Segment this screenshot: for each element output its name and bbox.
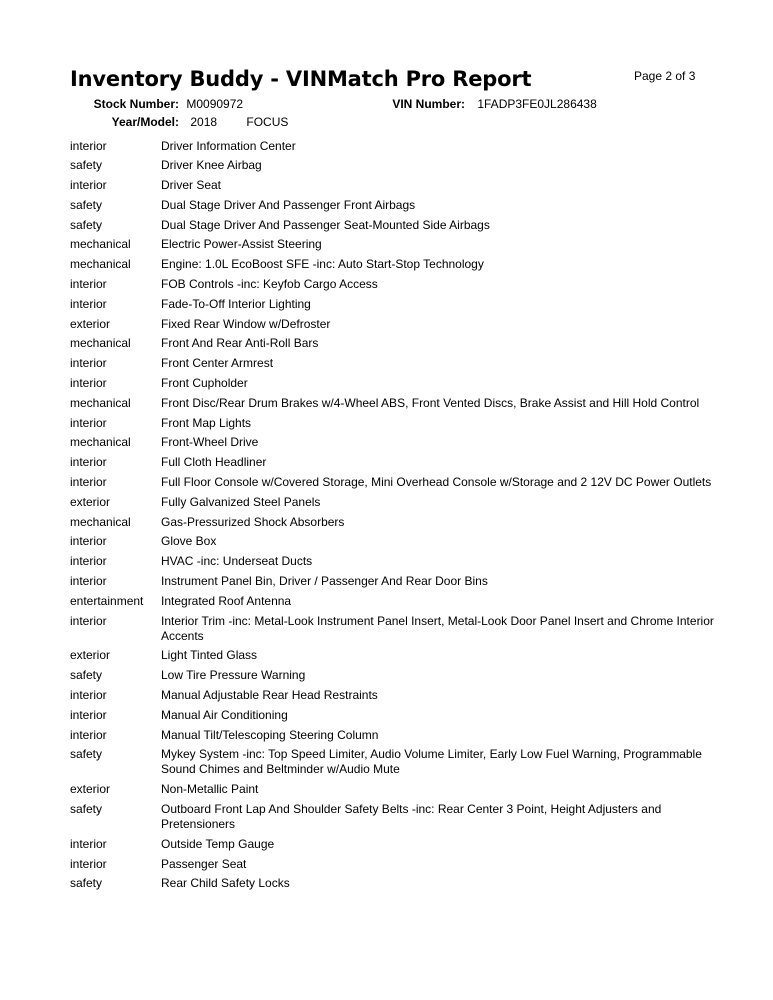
feature-row xyxy=(0,834,773,854)
feature-row xyxy=(0,176,773,196)
feature-category: mechanical xyxy=(70,336,131,351)
feature-description: Manual Adjustable Rear Head Restraints xyxy=(161,688,378,703)
vin-number-value: 1FADP3FE0JL286438 xyxy=(477,97,597,111)
year-value: 2018 xyxy=(190,115,218,129)
feature-row xyxy=(0,611,773,646)
feature-description: Light Tinted Glass xyxy=(161,648,258,663)
feature-description: Dual Stage Driver And Passenger Front Airbags xyxy=(161,197,416,212)
feature-row xyxy=(0,854,773,874)
feature-row xyxy=(0,572,773,592)
feature-category: interior xyxy=(70,455,107,470)
feature-category: mechanical xyxy=(70,237,131,252)
feature-row xyxy=(0,334,773,354)
feature-category: safety xyxy=(70,217,103,232)
feature-category: interior xyxy=(70,707,107,722)
feature-category: exterior xyxy=(70,316,111,331)
feature-description: HVAC -inc: Underseat Ducts xyxy=(161,554,313,569)
feature-row xyxy=(0,666,773,686)
feature-list xyxy=(0,136,773,894)
feature-category: interior xyxy=(70,356,107,371)
feature-row xyxy=(0,780,773,800)
feature-category: interior xyxy=(70,836,107,851)
feature-category: interior xyxy=(70,554,107,569)
feature-description: Passenger Seat xyxy=(161,856,247,871)
feature-category: safety xyxy=(70,802,103,816)
stock-number-field xyxy=(70,97,243,111)
feature-row xyxy=(0,354,773,374)
feature-description: Full Floor Console w/Covered Storage, Mini Overhead Console w/Storage and 2 12V DC Power Outlets xyxy=(161,475,712,490)
feature-row xyxy=(0,393,773,413)
feature-category: safety xyxy=(70,668,103,683)
feature-description: Integrated Roof Antenna xyxy=(161,593,292,608)
page-number: Page 2 of 3 xyxy=(634,69,696,83)
feature-description: Outboard Front Lap And Shoulder Safety Belts -inc: Rear Center 3 Point, Height Adjusters and Pretensioners xyxy=(161,802,662,831)
feature-description: Front Center Armrest xyxy=(161,356,274,371)
feature-category: safety xyxy=(70,158,103,173)
feature-description: Driver Seat xyxy=(161,178,222,193)
feature-description: Front Cupholder xyxy=(161,376,248,391)
feature-row xyxy=(0,552,773,572)
feature-row xyxy=(0,532,773,552)
year-model-field xyxy=(70,115,288,129)
feature-row xyxy=(0,275,773,295)
feature-row xyxy=(0,235,773,255)
feature-description: Front Disc/Rear Drum Brakes w/4-Wheel ABS, Front Vented Discs, Brake Assist and Hill Hold Control xyxy=(161,395,700,410)
feature-category: interior xyxy=(70,688,107,703)
model-value: FOCUS xyxy=(246,115,289,129)
feature-row xyxy=(0,512,773,532)
feature-row xyxy=(0,646,773,666)
feature-category: entertainment xyxy=(70,593,144,608)
feature-description: Engine: 1.0L EcoBoost SFE -inc: Auto Start-Stop Technology xyxy=(161,257,484,272)
stock-number-label: Stock Number: xyxy=(93,97,179,111)
feature-description: Rear Child Safety Locks xyxy=(161,876,290,891)
feature-category: mechanical xyxy=(70,257,131,272)
report-title: Inventory Buddy - VINMatch Pro Report xyxy=(70,67,532,91)
feature-row xyxy=(0,374,773,394)
feature-category: mechanical xyxy=(70,395,131,410)
feature-category: interior xyxy=(70,415,107,430)
feature-row xyxy=(0,413,773,433)
feature-description: Fully Galvanized Steel Panels xyxy=(161,494,321,509)
feature-row xyxy=(0,195,773,215)
vin-number-field xyxy=(380,97,597,111)
feature-description: Front Map Lights xyxy=(161,415,252,430)
feature-description: Fade-To-Off Interior Lighting xyxy=(161,296,311,311)
feature-description: Interior Trim -inc: Metal-Look Instrument Panel Insert, Metal-Look Door Panel Insert and Chrome Interior Accents xyxy=(161,613,714,643)
feature-row xyxy=(0,473,773,493)
feature-description: Mykey System -inc: Top Speed Limiter, Audio Volume Limiter, Early Low Fuel Warning, Programmable Sound Chimes and Beltminder w/Audio Mute xyxy=(161,747,702,777)
feature-row xyxy=(0,215,773,235)
feature-row xyxy=(0,156,773,176)
feature-category: interior xyxy=(70,475,107,490)
feature-description: FOB Controls -inc: Keyfob Cargo Access xyxy=(161,277,378,292)
feature-description: Dual Stage Driver And Passenger Seat-Mounted Side Airbags xyxy=(161,217,490,232)
feature-description: Full Cloth Headliner xyxy=(161,455,267,470)
feature-row xyxy=(0,294,773,314)
feature-description: Driver Information Center xyxy=(161,138,296,153)
feature-row xyxy=(0,725,773,745)
year-model-label: Year/Model: xyxy=(111,115,179,129)
feature-row xyxy=(0,686,773,706)
feature-category: mechanical xyxy=(70,435,131,450)
feature-category: exterior xyxy=(70,494,111,509)
feature-category: interior xyxy=(70,574,107,589)
feature-category: interior xyxy=(70,178,107,193)
feature-description: Manual Tilt/Telescoping Steering Column xyxy=(161,727,379,742)
feature-row xyxy=(0,433,773,453)
feature-description: Front And Rear Anti-Roll Bars xyxy=(161,336,319,351)
feature-category: safety xyxy=(70,197,103,212)
feature-category: interior xyxy=(70,727,107,742)
feature-description: Front-Wheel Drive xyxy=(161,435,259,450)
feature-description: Outside Temp Gauge xyxy=(161,836,275,851)
feature-category: exterior xyxy=(70,648,111,663)
feature-description: Manual Air Conditioning xyxy=(161,707,288,722)
feature-row xyxy=(0,591,773,611)
feature-description: Fixed Rear Window w/Defroster xyxy=(161,316,331,331)
feature-row xyxy=(0,874,773,894)
feature-category: interior xyxy=(70,376,107,391)
feature-row xyxy=(0,800,773,835)
vin-number-label: VIN Number: xyxy=(392,97,465,111)
feature-row xyxy=(0,314,773,334)
feature-category: interior xyxy=(70,296,107,311)
feature-description: Low Tire Pressure Warning xyxy=(161,668,306,683)
feature-description: Glove Box xyxy=(161,534,217,549)
feature-category: safety xyxy=(70,747,103,762)
feature-category: safety xyxy=(70,876,103,891)
stock-number-value: M0090972 xyxy=(186,97,244,111)
feature-row xyxy=(0,453,773,473)
feature-category: mechanical xyxy=(70,514,131,529)
feature-category: interior xyxy=(70,138,107,153)
feature-row xyxy=(0,745,773,780)
feature-category: interior xyxy=(70,613,107,628)
feature-category: interior xyxy=(70,534,107,549)
feature-row xyxy=(0,255,773,275)
feature-description: Instrument Panel Bin, Driver / Passenger And Rear Door Bins xyxy=(161,574,488,589)
feature-description: Non-Metallic Paint xyxy=(161,782,259,797)
feature-description: Driver Knee Airbag xyxy=(161,158,262,173)
feature-category: exterior xyxy=(70,782,111,797)
feature-row xyxy=(0,136,773,156)
feature-description: Electric Power-Assist Steering xyxy=(161,237,322,252)
feature-row xyxy=(0,492,773,512)
feature-description: Gas-Pressurized Shock Absorbers xyxy=(161,514,345,529)
feature-category: interior xyxy=(70,277,107,292)
feature-row xyxy=(0,705,773,725)
feature-category: interior xyxy=(70,856,107,871)
